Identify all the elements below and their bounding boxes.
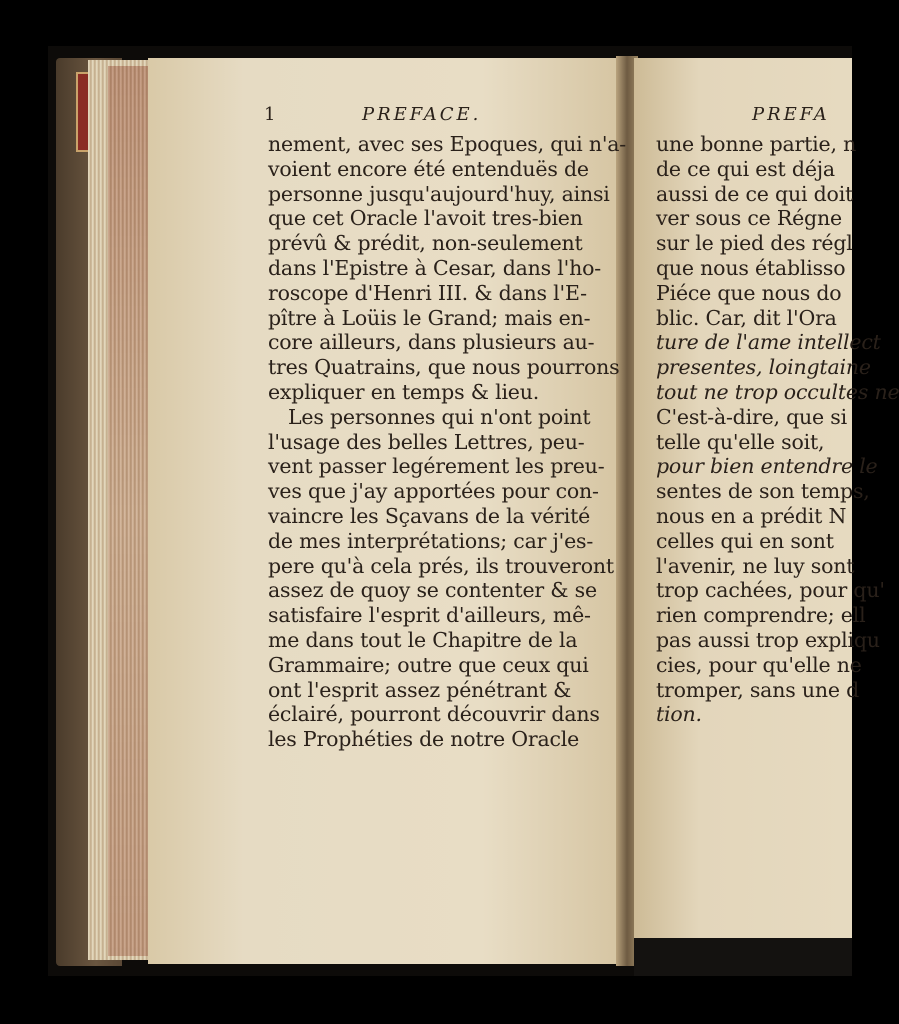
- text-line: trop cachées, pour qu': [656, 578, 885, 603]
- text-line: personne jusqu'aujourd'huy, ainsi: [268, 181, 610, 206]
- text-line: assez de quoy se contenter & se: [268, 578, 597, 603]
- text-line: telle qu'elle soit,: [656, 429, 825, 454]
- page-number: 1: [264, 104, 276, 125]
- text-line: roscope d'Henri III. & dans l'E-: [268, 280, 587, 305]
- page-shadow: [634, 938, 852, 976]
- text-line: pas aussi trop expliqu: [656, 627, 880, 652]
- right-running-header: PREFA: [752, 104, 830, 125]
- text-line: core ailleurs, dans plusieurs au-: [268, 330, 595, 355]
- text-line: l'usage des belles Lettres, peu-: [268, 429, 585, 454]
- text-line: les Prophéties de notre Oracle: [268, 727, 580, 752]
- right-body-text: [656, 132, 899, 727]
- text-line: de mes interprétations; car j'es-: [268, 528, 594, 553]
- text-line: sur le pied des régl: [656, 231, 853, 256]
- text-line: nous en a prédit N: [656, 503, 847, 528]
- left-body-text: [268, 132, 626, 752]
- text-line: tion.: [656, 702, 702, 727]
- text-line: blic. Car, dit l'Ora: [656, 305, 837, 330]
- text-line: Les personnes qui n'ont point: [288, 404, 591, 429]
- text-line: ture de l'ame intellect: [656, 330, 881, 355]
- text-line: voient encore été entenduës de: [268, 156, 589, 181]
- text-line: rien comprendre; ell: [656, 603, 866, 628]
- text-line: nement, avec ses Epoques, qui n'a-: [268, 132, 627, 156]
- text-line: ont l'esprit assez pénétrant &: [268, 677, 572, 702]
- text-line: vent passer legérement les preu-: [268, 454, 605, 479]
- text-line: Grammaire; outre que ceux qui: [268, 652, 589, 677]
- text-line: que cet Oracle l'avoit tres-bien: [268, 206, 583, 231]
- text-line: celles qui en sont: [656, 528, 834, 553]
- left-running-header: PREFACE.: [362, 104, 482, 125]
- text-line: pere qu'à cela prés, ils trouveront: [268, 553, 614, 578]
- text-line: sentes de son temps,: [656, 479, 870, 504]
- text-line: l'avenir, ne luy sont: [656, 553, 855, 578]
- text-line: C'est-à-dire, que si: [656, 404, 847, 429]
- text-line: de ce qui est déja: [656, 156, 835, 181]
- text-line: Piéce que nous do: [656, 280, 842, 305]
- text-line: dans l'Epistre à Cesar, dans l'ho-: [268, 255, 601, 280]
- text-line: cies, pour qu'elle ne: [656, 652, 862, 677]
- text-line: pour bien entendre le: [656, 454, 878, 479]
- text-line: une bonne partie, n: [656, 132, 857, 156]
- red-edge-stain: [108, 66, 148, 956]
- text-line: prévû & prédit, non-seulement: [268, 231, 583, 256]
- text-line: tromper, sans une d: [656, 677, 860, 702]
- text-line: satisfaire l'esprit d'ailleurs, mê-: [268, 603, 591, 628]
- text-line: me dans tout le Chapitre de la: [268, 627, 578, 652]
- text-line: tout ne trop occultes ne: [656, 379, 899, 404]
- text-line: expliquer en temps & lieu.: [268, 379, 540, 404]
- text-line: éclairé, pourront découvrir dans: [268, 702, 600, 727]
- text-line: pître à Loüis le Grand; mais en-: [268, 305, 591, 330]
- text-line: aussi de ce qui doit: [656, 181, 854, 206]
- text-line: ves que j'ay apportées pour con-: [268, 479, 599, 504]
- text-line: vaincre les Sçavans de la vérité: [268, 503, 591, 528]
- text-line: presentes, loingtaine: [656, 355, 871, 380]
- text-line: que nous établisso: [656, 255, 846, 280]
- text-line: tres Quatrains, que nous pourrons: [268, 355, 620, 380]
- text-line: ver sous ce Régne: [656, 206, 842, 231]
